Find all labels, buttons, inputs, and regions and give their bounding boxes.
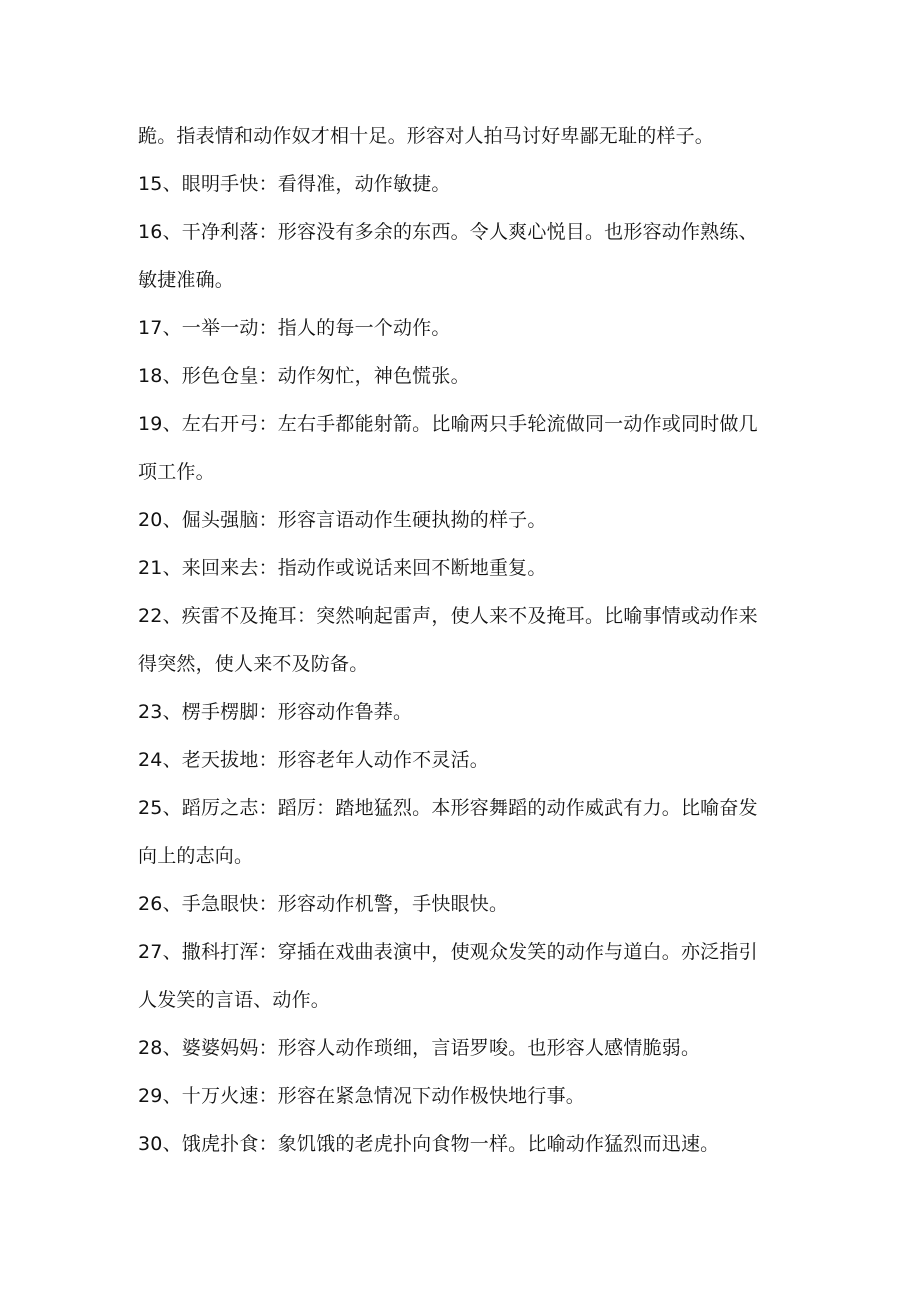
- text-line: 项工作。: [138, 461, 215, 483]
- text-line: 敏捷准确。: [138, 269, 235, 291]
- text-line: 24、老天拔地：形容老年人动作不灵活。: [138, 749, 489, 771]
- text-line: 26、手急眼快：形容动作机警，手快眼快。: [138, 893, 509, 915]
- text-line: 25、蹈厉之志：蹈厉：踏地猛烈。本形容舞蹈的动作威武有力。比喻奋发: [138, 797, 758, 819]
- text-line: 27、撒科打浑：穿插在戏曲表演中，使观众发笑的动作与道白。亦泛指引: [138, 941, 758, 963]
- text-line: 28、婆婆妈妈：形容人动作琐细，言语罗唆。也形容人感情脆弱。: [138, 1037, 701, 1059]
- text-line: 跪。指表情和动作奴才相十足。形容对人拍马讨好卑鄙无耻的样子。: [138, 125, 715, 147]
- text-line: 人发笑的言语、动作。: [138, 989, 331, 1011]
- text-line: 20、倔头强脑：形容言语动作生硬执拗的样子。: [138, 509, 547, 531]
- text-line: 15、眼明手快：看得准，动作敏捷。: [138, 173, 451, 195]
- text-line: 29、十万火速：形容在紧急情况下动作极快地行事。: [138, 1085, 585, 1107]
- text-line: 16、干净利落：形容没有多余的东西。令人爽心悦目。也形容动作熟练、: [138, 221, 758, 243]
- text-line: 得突然，使人来不及防备。: [138, 653, 369, 675]
- text-line: 23、楞手楞脚：形容动作鲁莽。: [138, 701, 413, 723]
- text-line: 21、来回来去：指动作或说话来回不断地重复。: [138, 557, 547, 579]
- text-line: 向上的志向。: [138, 845, 254, 867]
- text-line: 19、左右开弓：左右手都能射箭。比喻两只手轮流做同一动作或同时做几: [138, 413, 758, 435]
- text-line: 17、一举一动：指人的每一个动作。: [138, 317, 451, 339]
- text-line: 18、形色仓皇：动作匆忙，神色慌张。: [138, 365, 470, 387]
- text-line: 22、疾雷不及掩耳：突然响起雷声，使人来不及掩耳。比喻事情或动作来: [138, 605, 758, 627]
- document-text-body: [138, 112, 788, 1168]
- text-line: 30、饿虎扑食：象饥饿的老虎扑向食物一样。比喻动作猛烈而迅速。: [138, 1133, 720, 1155]
